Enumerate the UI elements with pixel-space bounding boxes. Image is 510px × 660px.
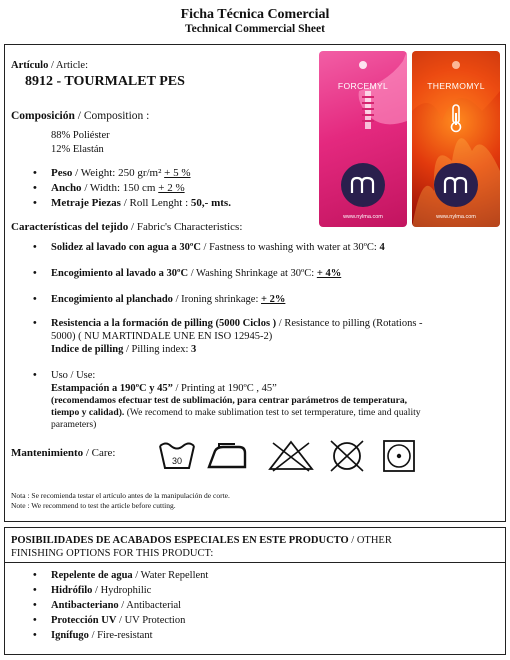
- thermometer-icon: [448, 103, 464, 133]
- finishing-item: • Repelente de agua / Water Repellent: [51, 569, 208, 582]
- svg-text:30: 30: [171, 456, 183, 466]
- care-label: Mantenimiento / Care:: [11, 447, 116, 459]
- char-printing: Estampación a 190ºC y 45” / Printing at 190ºC , 45”: [51, 383, 277, 394]
- wash-30-icon: [157, 440, 197, 474]
- fabric-stretch-image: [319, 51, 407, 161]
- finishing-item: • Ignífugo / Fire-resistant: [51, 629, 153, 642]
- finishing-title: POSIBILIDADES DE ACABADOS ESPECIALES EN ESTE PRODUCTO / OTHER: [11, 535, 392, 546]
- finishing-box: [4, 527, 506, 655]
- composition-line-2: 12% Elastán: [51, 144, 104, 155]
- article-code: 8912 - TOURMALET PES: [25, 74, 185, 89]
- doc-title-es: Ficha Técnica Comercial: [180, 7, 330, 22]
- tumble-dry-icon: [381, 438, 417, 474]
- main-sheet: [4, 44, 506, 522]
- tag-url: www.nylma.com: [343, 214, 383, 221]
- nylma-logo: [341, 163, 385, 207]
- composition-line-1: 88% Poliéster: [51, 130, 110, 141]
- char-pilling-index: Indice de pilling / Pilling index: 3: [51, 344, 197, 355]
- char-pilling-line2: 5000) ( NU MARTINDALE UNE EN ISO 12945-2): [51, 331, 273, 342]
- no-dry-clean-icon: [327, 439, 367, 473]
- char-print-note-en: parameters): [51, 419, 97, 430]
- char-wash-fastness: • Solidez al lavado con agua a 30ºC / Fastness to washing with water at 30ºC: 4: [51, 241, 385, 254]
- note-es: Nota : Se recomienda testar el artículo antes de la manipulación de corte.: [11, 491, 230, 500]
- spec-roll-length: • Metraje Piezas / Roll Lenght : 50,- mts.: [51, 197, 231, 211]
- thermomyl-tag: [412, 51, 500, 227]
- forcemyl-title: FORCEМYL: [337, 81, 389, 91]
- thermomyl-title: THERMOМYL: [427, 81, 485, 91]
- char-print-note-mixed: tiempo y calidad). (We recomend to make sublimation test to set termperature, time and quality: [51, 407, 421, 418]
- iron-icon: [205, 443, 249, 471]
- tag-url: www.nylma.com: [436, 214, 476, 221]
- nylma-logo: [434, 163, 478, 207]
- char-pilling: • Resistencia a la formación de pilling (5000 Ciclos ) / Resistance to pilling (Rotations -: [51, 317, 423, 330]
- finishing-title-en: FINISHING OPTIONS FOR THIS PRODUCT:: [11, 548, 214, 559]
- no-bleach-icon: [267, 439, 315, 473]
- char-iron-shrinkage: • Encogimiento al planchado / Ironing shrinkage: + 2%: [51, 293, 285, 306]
- spec-width: • Ancho / Width: 150 cm + 2 %: [51, 182, 185, 196]
- finishing-item: • Protección UV / UV Protection: [51, 614, 185, 627]
- char-wash-shrinkage: • Encogimiento al lavado a 30ºC / Washing Shrinkage at 30ºC: + 4%: [51, 267, 341, 280]
- finishing-divider: [5, 562, 505, 563]
- spec-weight: • Peso / Weight: 250 gr/m² + 5 %: [51, 167, 191, 181]
- char-use-label: • Uso / Use:: [51, 369, 95, 382]
- doc-title-en: Technical Commercial Sheet: [185, 23, 325, 35]
- note-en: Note : We recommend to test the article before cutting.: [11, 501, 176, 510]
- finishing-item: • Hidrófilo / Hydrophilic: [51, 584, 151, 597]
- char-print-note-es: (recomendamos efectuar test de sublimación, para centrar parámetros de temperatura,: [51, 395, 408, 406]
- finishing-item: • Antibacteriano / Antibacterial: [51, 599, 181, 612]
- composition-label: Composición / Composition :: [11, 110, 150, 122]
- forcemyl-tag: [319, 51, 407, 227]
- characteristics-title: Características del tejido / Fabric's Characteristics:: [11, 221, 243, 233]
- article-label: Artículo / Article:: [11, 60, 88, 71]
